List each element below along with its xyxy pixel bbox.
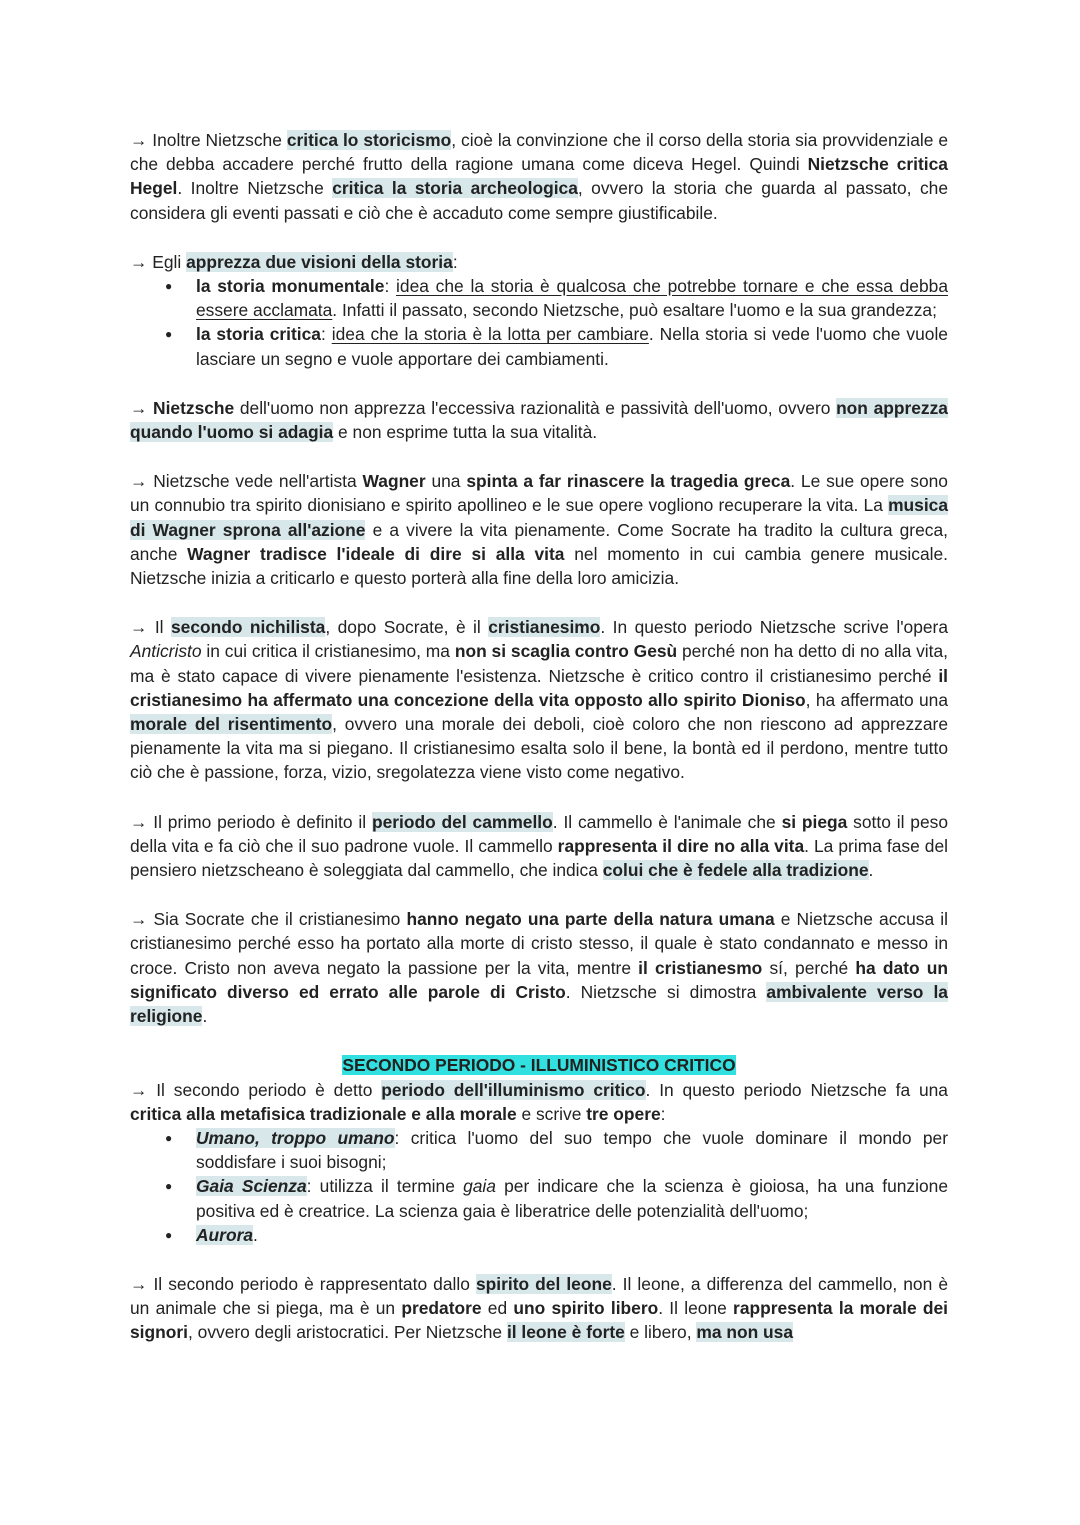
paragraph-leone: → Il secondo periodo è rappresentato dallo spirito del leone. Il leone, a differenza del cammello, non è un animale che si piega, ma è un predatore ed uno spirito libero. Il leone rappresenta la morale dei signori, ovvero degli aristocratici. Per Nietzsche il leone è forte e libero, ma non usa: [130, 1273, 948, 1343]
highlight: Umano, troppo umano: [196, 1127, 395, 1148]
paragraph-socrate-cristianesimo: → Sia Socrate che il cristianesimo hanno negato una parte della natura umana e Nietzsche accusa il cristianesimo perché esso ha portato alla morte di cristo stesso, il quale è stato condannato e messo in croce. Cristo non aveva negato la passione per la vita, mentre il cristianesmo sí, perché ha dato un significato diverso ed errato alle parole di Cristo. Nietzsche si dimostra ambivalente verso la religione.: [130, 909, 948, 1027]
bullet-list-opere: [130, 1126, 948, 1247]
paragraph-cammello: → Il primo periodo è definito il periodo del cammello. Il cammello è l'animale che si piega sotto il peso della vita e fa ciò che il suo padrone vuole. Il cammello rappresenta il dire no alla vita. La prima fase del pensiero nietzscheano è soleggiata dal cammello, che indica colui che è fedele alla tradizione.: [130, 811, 949, 881]
paragraph-wagner: → Nietzsche vede nell'artista Wagner una spinta a far rinascere la tragedia greca. Le sue opere sono un connubio tra spirito dionisiano e spirito apollineo e le sue opere vogliono recuperare la vita. La musica di Wagner sprona all'azione e a vivere la vita pienamente. Come Socrate ha tradito la cultura greca, anche Wagner tradisce l'ideale di dire si alla vita nel momento in cui cambia genere musicale. Nietzsche inizia a criticarlo e questo porterà alla fine della loro amicizia.: [130, 471, 949, 589]
highlight: morale del risentimento: [130, 714, 333, 735]
highlight: critica lo storicismo: [286, 130, 452, 150]
list-item: ● la storia critica: idea che la storia è la lotta per cambiare. Nella storia si vede l'uomo che vuole lasciare un segno e vuole apportare dei cambiamenti.: [196, 322, 948, 370]
highlight: apprezza due visioni della storia: [186, 251, 453, 272]
highlight: periodo dell'illuminismo critico: [381, 1079, 646, 1100]
highlight: Aurora: [196, 1224, 254, 1245]
list-item: ● Gaia Scienza: utilizza il termine gaia per indicare che la scienza è gioiosa, ha una funzione positiva ed è creatrice. La scienza gaia è liberatrice delle potenzialità dell'uomo;: [196, 1174, 948, 1222]
arrow-icon: →: [130, 1079, 148, 1100]
highlight: Gaia Scienza: [196, 1176, 307, 1197]
arrow-icon: →: [130, 617, 148, 638]
arrow-icon: →: [130, 397, 148, 418]
highlight: musica di Wagner sprona all'azione: [130, 495, 948, 540]
arrow-icon: →: [130, 811, 148, 832]
paragraph-storicismo: → Inoltre Nietzsche critica lo storicismo, cioè la convinzione che il corso della storia sia provvidenziale e che debba accadere perché frutto della ragione umana come diceva Hegel. Quindi Nietzsche critica Hegel. Inoltre Nietzsche critica la storia archeologica, ovvero la storia che guarda al passato, che considera gli eventi passati e ciò che è accaduto come sempre giustificabile.: [130, 130, 948, 223]
section-heading: SECONDO PERIODO - ILLUMINISTICO CRITICO: [342, 1055, 736, 1076]
highlight: secondo nichilista: [170, 617, 326, 638]
highlight: spirito del leone: [475, 1273, 612, 1294]
list-item: ● Umano, troppo umano: critica l'uomo del suo tempo che vuole dominare il mondo per soddisfare i suoi bisogni;: [196, 1126, 948, 1174]
paragraph-visioni-storia: → Egli apprezza due visioni della storia:: [130, 251, 458, 272]
highlight: critica la storia archeologica: [332, 178, 578, 199]
paragraph-cristianesimo: → Il secondo nichilista, dopo Socrate, è il cristianesimo. In questo periodo Nietzsche scrive l'opera Anticristo in cui critica il cristianesimo, ma non si scaglia contro Gesù perché non ha detto di no alla vita, ma è stato capace di vivere pienamente l'esistenza. Nietzsche è critico contro il cristianesimo perché il cristianesimo ha affermato una concezione della vita opposto allo spirito Dioniso, ha affermato una morale del risentimento, ovvero una morale dei deboli, cioè coloro che non riescono ad apprezzare pienamente la vita ma si piegano. Il cristianesimo esalta solo il bene, la bontà ed il perdono, mentre tutto ciò che è passione, forza, vizio, sregolatezza viene visto come negativo.: [130, 617, 949, 783]
document-page: [130, 128, 948, 1345]
list-item: ● la storia monumentale: idea che la storia è qualcosa che potrebbe tornare e che essa debba essere acclamata. Infatti il passato, secondo Nietzsche, può esaltare l'uomo e la sua grandezza;: [196, 274, 948, 322]
paragraph-illuminismo: → Il secondo periodo è detto periodo dell'illuminismo critico. In questo periodo Nietzsche fa una critica alla metafisica tradizionale e alla morale e scrive tre opere:: [130, 1079, 948, 1124]
highlight: ambivalente verso la religione: [130, 981, 948, 1027]
highlight: cristianesimo: [488, 617, 601, 638]
highlight: periodo del cammello: [371, 811, 553, 832]
arrow-icon: →: [130, 909, 148, 930]
bullet-list-visioni: [130, 274, 948, 371]
arrow-icon: →: [130, 130, 148, 150]
arrow-icon: →: [130, 471, 148, 492]
paragraph-razionalita: → Nietzsche dell'uomo non apprezza l'eccessiva razionalità e passività dell'uomo, ovvero non apprezza quando l'uomo si adagia e non esprime tutta la sua vitalità.: [130, 397, 948, 443]
highlight: colui che è fedele alla tradizione: [602, 860, 869, 881]
highlight: non apprezza quando l'uomo si adagia: [130, 397, 948, 443]
list-item: ● Aurora.: [196, 1223, 948, 1247]
highlight: ma non usa: [696, 1322, 794, 1343]
highlight: il leone è forte: [506, 1322, 625, 1343]
arrow-icon: →: [130, 1273, 148, 1294]
arrow-icon: →: [130, 251, 148, 272]
